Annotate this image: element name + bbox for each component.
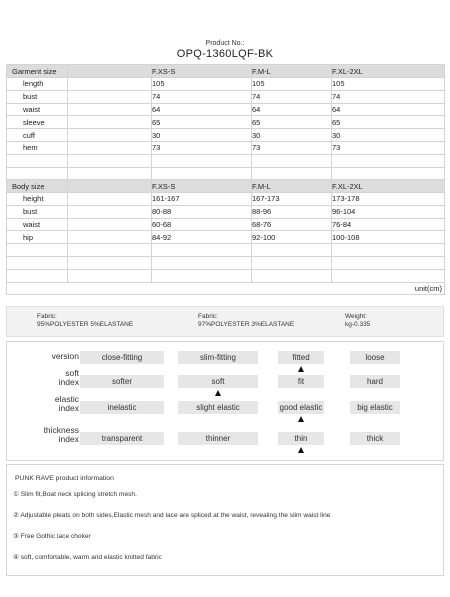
fabric-2-label: Fabric: [198,313,218,320]
product-info-line: ② Adjustable pleats on both sides,Elastic mesh and lace are spliced at the waist, revealing the slim waist line [13,512,331,519]
garment-size-table [6,64,445,180]
selected-arrow-icon [298,366,304,372]
empty-cell [68,154,152,167]
spacer-cell [68,231,152,244]
table-cell: 64 [152,103,252,116]
fabric-info-box [6,306,444,337]
table-cell: 96-104 [332,205,445,218]
table-title: Garment size [7,65,68,78]
row-label: bust [7,205,68,218]
selected-arrow-icon [298,447,304,453]
row-label: height [7,193,68,206]
rating-option: slim-fitting [178,351,258,364]
product-info-line: ④ soft, comfortable, warm and elastic knitted fabric [13,554,162,561]
rating-option: big elastic [350,401,400,414]
column-header: F.XL-2XL [332,180,445,193]
table-header-row [7,180,445,193]
spacer-cell [68,141,152,154]
product-info-line: ③ Free Gothic lace choker [13,533,91,540]
table-cell: 65 [152,116,252,129]
empty-cell [68,269,152,282]
fabric-2 [198,313,294,329]
product-header [0,39,450,60]
product-no-label: Product No.: [205,40,245,47]
spacer-cell [68,78,152,91]
column-header: F.M-L [252,180,332,193]
table-cell: 105 [252,78,332,91]
table-cell: 173-178 [332,193,445,206]
spacer-cell [68,116,152,129]
column-header: F.M-L [252,65,332,78]
empty-cell [332,154,445,167]
rating-option: transparent [80,432,164,445]
empty-row [7,256,445,269]
empty-cell [332,167,445,180]
empty-cell [152,256,252,269]
table-row [7,78,445,91]
spacer-cell [68,103,152,116]
table-cell: 105 [332,78,445,91]
empty-cell [7,154,68,167]
rating-option: thin [278,432,324,445]
empty-cell [252,244,332,257]
rating-option: thick [350,432,400,445]
row-label: waist [7,218,68,231]
empty-row [7,244,445,257]
rating-label [52,352,79,361]
empty-cell [7,167,68,180]
empty-row [7,154,445,167]
empty-cell [252,269,332,282]
rating-label-line: thickness [43,425,79,435]
table-cell: 30 [252,129,332,142]
table-cell: 65 [332,116,445,129]
rating-option: soft [178,375,258,388]
rating-option: close-fitting [80,351,164,364]
table-cell: 30 [152,129,252,142]
unit-row [7,282,445,295]
empty-cell [332,244,445,257]
empty-cell [252,256,332,269]
rating-label-line: soft [65,368,79,378]
empty-row [7,269,445,282]
table-cell: 64 [252,103,332,116]
empty-cell [252,154,332,167]
empty-cell [152,167,252,180]
rating-option: good elastic [279,403,323,412]
spacer-cell [68,129,152,142]
table-row [7,90,445,103]
column-header: F.XS-S [152,65,252,78]
fabric-1-label: Fabric: [37,313,57,320]
table-cell: 88-96 [252,205,332,218]
rating-label [55,395,79,413]
weight-value: kg-0.335 [345,321,371,328]
selected-arrow-icon [298,416,304,422]
product-info-line: ① Slim fit,Boat neck splicing stretch mesh. [13,491,137,498]
rating-option: hard [350,375,400,388]
table-cell: 74 [252,90,332,103]
table-cell: 64 [332,103,445,116]
table-cell: 30 [332,129,445,142]
table-cell: 68-76 [252,218,332,231]
table-cell: 73 [252,141,332,154]
body-size-table [6,179,445,295]
table-cell: 74 [152,90,252,103]
rating-option: loose [350,351,400,364]
rating-option: softer [80,375,164,388]
column-header: F.XL-2XL [332,65,445,78]
table-cell: 60-68 [152,218,252,231]
table-row [7,231,445,244]
table-cell: 80-88 [152,205,252,218]
table-row [7,141,445,154]
empty-cell [7,269,68,282]
empty-cell [252,167,332,180]
table-row [7,116,445,129]
table-row [7,103,445,116]
fabric-1-value: 95%POLYESTER 5%ELASTANE [37,321,134,328]
row-label: waist [7,103,68,116]
table-cell: 84-92 [152,231,252,244]
table-cell: 161-167 [152,193,252,206]
empty-cell [152,154,252,167]
empty-cell [152,244,252,257]
table-title: Body size [7,180,68,193]
table-cell: 105 [152,78,252,91]
table-row [7,205,445,218]
spacer-cell [68,193,152,206]
spacer-cell [68,90,152,103]
rating-option: inelastic [80,401,164,414]
header-spacer [68,180,152,193]
table-row [7,129,445,142]
product-code: OPQ-1360LQF-BK [176,48,274,60]
row-label: sleeve [7,116,68,129]
table-row [7,193,445,206]
empty-cell [68,244,152,257]
column-header: F.XS-S [152,180,252,193]
fabric-1 [37,313,133,329]
empty-row [7,167,445,180]
empty-cell [7,244,68,257]
rating-option: slight elastic [178,401,258,414]
table-cell: 65 [252,116,332,129]
product-info-title: PUNK RAVE product information [15,475,114,482]
rating-option: fit [278,375,324,388]
row-label: hip [7,231,68,244]
table-row [7,218,445,231]
rating-label [59,369,79,387]
fabric-2-value: 97%POLYESTER 3%ELASTANE [198,321,295,328]
table-cell: 76-84 [332,218,445,231]
table-cell: 73 [332,141,445,154]
rating-label-line: version [51,351,79,361]
empty-cell [332,269,445,282]
empty-cell [68,167,152,180]
empty-cell [68,256,152,269]
fit-rating-box [6,341,444,461]
table-cell: 167-173 [252,193,332,206]
empty-cell [332,256,445,269]
rating-label [44,426,79,444]
table-cell: 74 [332,90,445,103]
rating-label-line: index [58,377,79,387]
rating-option: thinner [178,432,258,445]
header-spacer [68,65,152,78]
selected-arrow-icon [215,390,221,396]
row-label: bust [7,90,68,103]
rating-label-line: index [58,434,79,444]
row-label: length [7,78,68,91]
table-cell: 73 [152,141,252,154]
row-label: cuff [7,129,68,142]
weight-label: Weight: [345,313,367,320]
table-cell: 100-108 [332,231,445,244]
rating-option: fitted [278,351,324,364]
unit-label: unit(cm) [7,282,445,295]
empty-cell [152,269,252,282]
spacer-cell [68,218,152,231]
weight [345,313,370,329]
table-cell: 92-100 [252,231,332,244]
spacer-cell [68,205,152,218]
table-header-row [7,65,445,78]
rating-label-line: elastic [54,394,79,404]
row-label: hem [7,141,68,154]
product-info-box [6,464,444,576]
empty-cell [7,256,68,269]
rating-label-line: index [58,403,79,413]
